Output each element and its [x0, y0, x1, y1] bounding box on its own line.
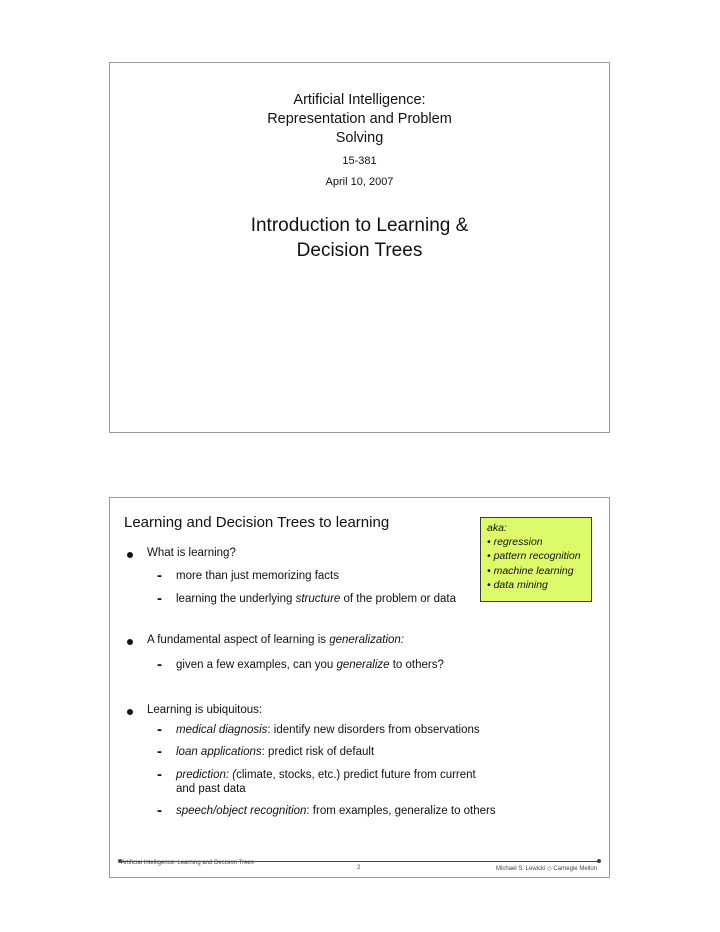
aka-callout-box — [480, 517, 592, 602]
aka-item: • regression — [487, 536, 543, 549]
footer-author: Michael S. Lewicki ◇ Carnegie Mellon — [496, 866, 597, 872]
bullet-ubiquitous: Learning is ubiquitous: — [147, 704, 263, 716]
bullet-what-is-learning: What is learning? — [147, 547, 236, 559]
bullet-dot — [127, 639, 133, 645]
dash-marker: - — [157, 802, 162, 819]
slide-title-line-1: Introduction to Learning & — [250, 215, 469, 236]
aka-item: • machine learning — [487, 564, 574, 577]
footer-page-number: 2 — [357, 865, 361, 871]
bullet-generalization: A fundamental aspect of learning is generalization: — [147, 634, 405, 646]
sub-bullet-structure: learning the underlying structure of the problem or data — [176, 593, 457, 605]
lecture-date: April 10, 2007 — [325, 176, 394, 188]
aka-heading: aka: — [487, 522, 507, 534]
sub-bullet-prediction: prediction: (climate, stocks, etc.) predict future from current — [176, 769, 476, 781]
course-line-3: Solving — [335, 130, 384, 146]
aka-item: • pattern recognition — [487, 550, 581, 563]
dash-marker: - — [157, 766, 162, 783]
title-slide — [109, 62, 610, 433]
sub-bullet-generalize: given a few examples, can you generalize to others? — [176, 659, 444, 671]
aka-item: • data mining — [487, 578, 548, 591]
bullet-dot — [127, 709, 133, 715]
course-number: 15-381 — [342, 155, 377, 167]
course-line-2: Representation and Problem — [267, 111, 452, 127]
bullet-dot — [127, 552, 133, 558]
footer-rule-endpoint — [597, 859, 601, 863]
sub-bullet-prediction-continued: and past data — [176, 783, 246, 795]
sub-bullet-memorizing: more than just memorizing facts — [176, 570, 339, 582]
sub-bullet-loan-applications: loan applications: predict risk of default — [176, 746, 375, 758]
dash-marker: - — [157, 656, 162, 673]
sub-bullet-speech-recognition: speech/object recognition: from examples, generalize to others — [176, 805, 496, 817]
slide-title-line-2: Decision Trees — [296, 240, 423, 261]
dash-marker: - — [157, 743, 162, 760]
dash-marker: - — [157, 721, 162, 738]
dash-marker: - — [157, 590, 162, 607]
slide-title: Learning and Decision Trees to learning — [124, 514, 390, 531]
dash-marker: - — [157, 567, 162, 584]
sub-bullet-medical-diagnosis: medical diagnosis: identify new disorders from observations — [176, 724, 480, 736]
footer-course: Artificial Intelligence: Learning and Decision Trees — [121, 860, 254, 866]
content-slide — [109, 497, 610, 878]
course-line-1: Artificial Intelligence: — [293, 92, 426, 108]
